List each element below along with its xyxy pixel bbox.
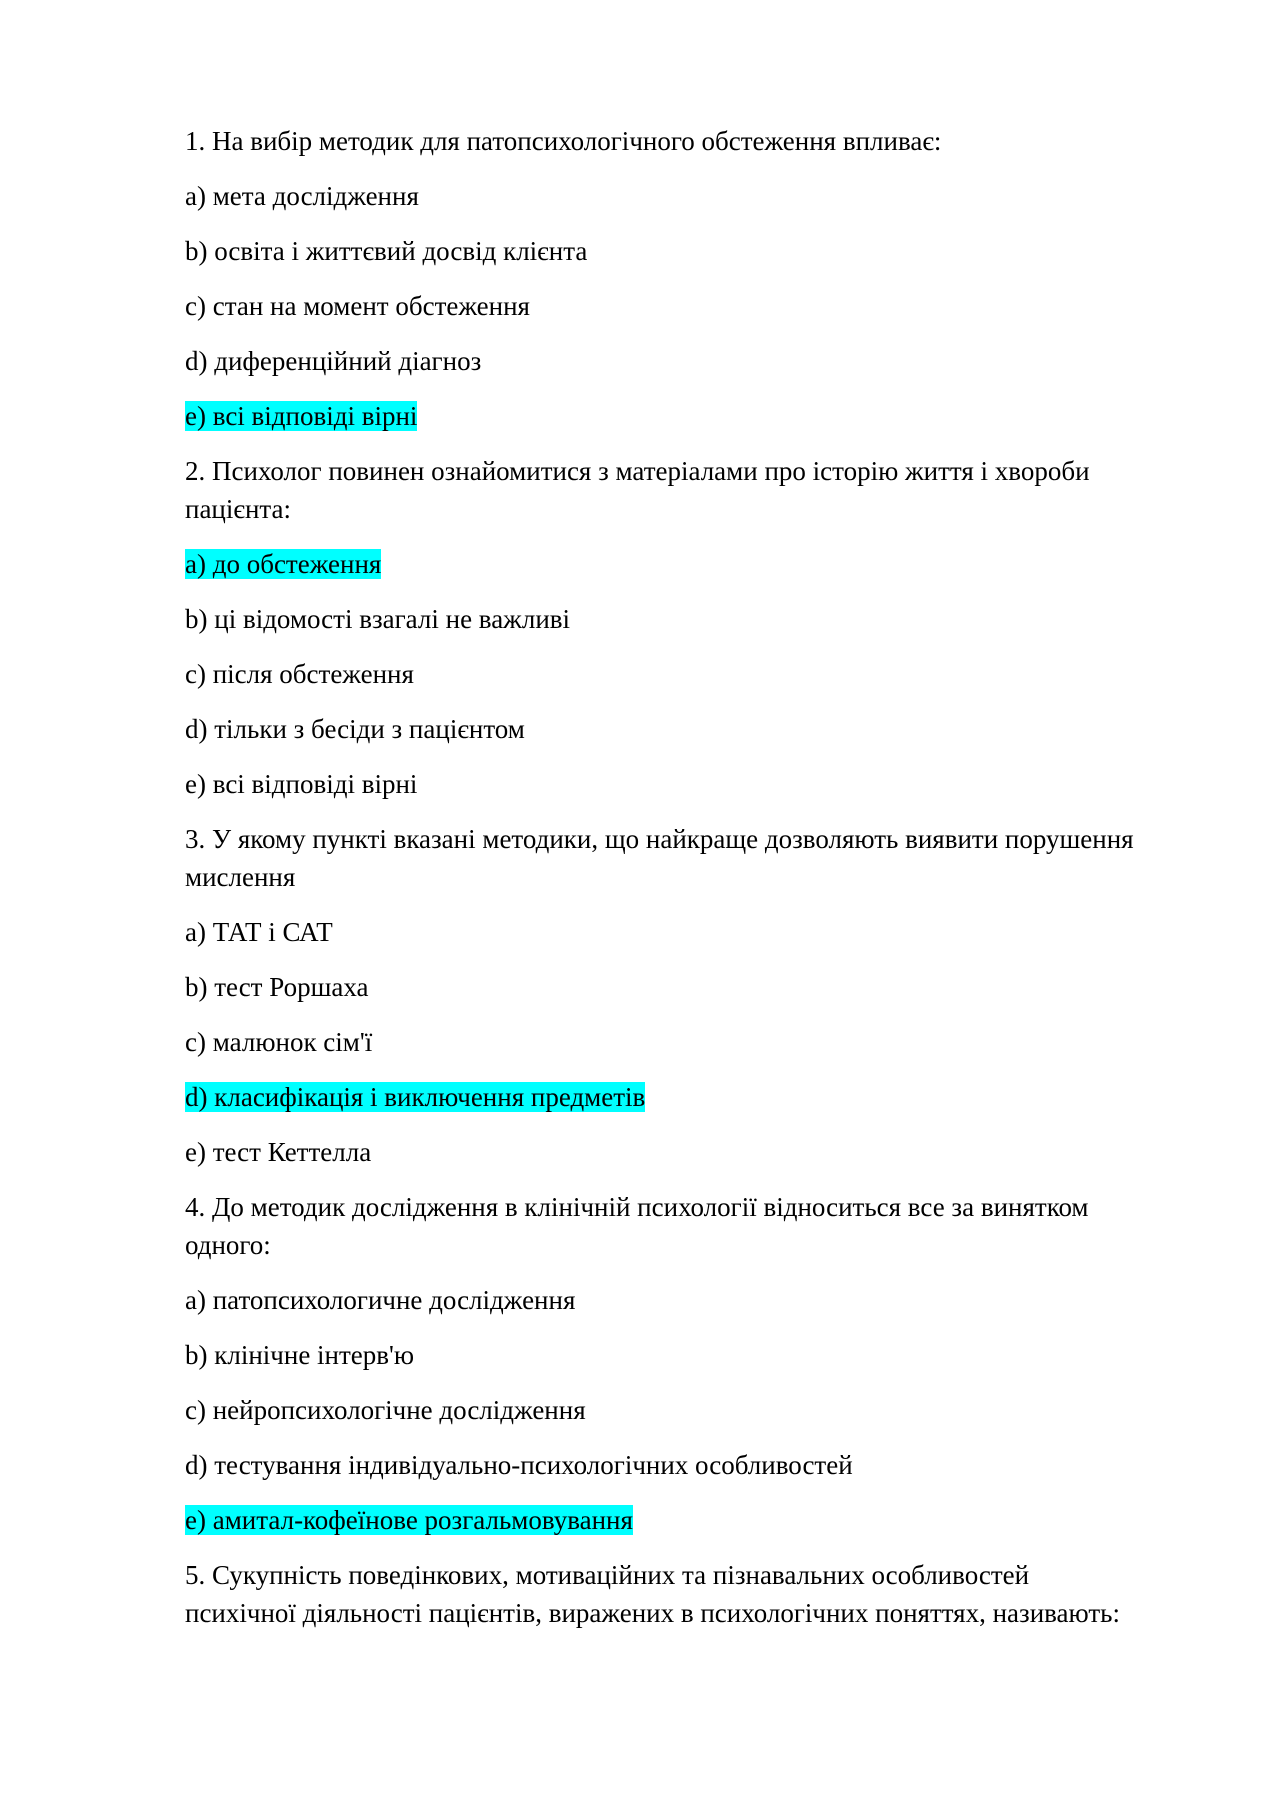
question-5-text: 5. Сукупність поведінкових, мотиваційних та пізнавальних особливостей психічної діяльності пацієнтів, виражених в психологічних поняттях, називають:	[185, 1560, 1120, 1628]
option-text: c) стан на момент обстеження	[185, 291, 530, 321]
option-text: c) нейропсихологічне дослідження	[185, 1395, 586, 1425]
document-page	[185, 122, 1145, 1649]
option-text: e) тест Кеттелла	[185, 1137, 372, 1167]
question-4-text: 4. До методик дослідження в клінічній психології відноситься все за винятком одного:	[185, 1192, 1089, 1260]
highlighted-answer: e) амитал-кофеїнове розгальмовування	[185, 1505, 633, 1535]
question-4-option-c	[185, 1391, 1145, 1429]
option-text: b) освіта і життєвий досвід клієнта	[185, 236, 588, 266]
question-4-option-e	[185, 1501, 1145, 1539]
question-2-text: 2. Психолог повинен ознайомитися з матеріалами про історію життя і хвороби пацієнта:	[185, 456, 1090, 524]
question-4-option-d	[185, 1446, 1145, 1484]
highlighted-answer: d) класифікація і виключення предметів	[185, 1082, 646, 1112]
option-text: e) всі відповіді вірні	[185, 769, 418, 799]
question-3-option-d	[185, 1078, 1145, 1116]
question-1-option-a	[185, 177, 1145, 215]
option-text: a) мета дослідження	[185, 181, 419, 211]
question-3-option-a	[185, 913, 1145, 951]
option-text: c) після обстеження	[185, 659, 414, 689]
option-text: d) тестування індивідуально-психологічних особливостей	[185, 1450, 853, 1480]
option-text: b) клінічне інтерв'ю	[185, 1340, 415, 1370]
question-2-option-e	[185, 765, 1145, 803]
question-1-text: 1. На вибір методик для патопсихологічного обстеження впливає:	[185, 126, 942, 156]
question-4-option-b	[185, 1336, 1145, 1374]
question-2-option-b	[185, 600, 1145, 638]
question-1-option-c	[185, 287, 1145, 325]
question-3-option-e	[185, 1133, 1145, 1171]
question-4-option-a	[185, 1281, 1145, 1319]
question-3-option-b	[185, 968, 1145, 1006]
question-3-option-c	[185, 1023, 1145, 1061]
option-text: c) малюнок сім'ї	[185, 1027, 373, 1057]
question-1-option-b	[185, 232, 1145, 270]
question-1-option-e	[185, 397, 1145, 435]
option-text: a) патопсихологичне дослідження	[185, 1285, 576, 1315]
option-text: a) ТАТ і САТ	[185, 917, 333, 947]
highlighted-answer: a) до обстеження	[185, 549, 382, 579]
option-text: d) тільки з бесіди з пацієнтом	[185, 714, 525, 744]
highlighted-answer: e) всі відповіді вірні	[185, 401, 418, 431]
option-text: d) диференційний діагноз	[185, 346, 482, 376]
question-1-option-d	[185, 342, 1145, 380]
option-text: b) ці відомості взагалі не важливі	[185, 604, 571, 634]
option-text: b) тест Роршаха	[185, 972, 369, 1002]
question-3-text: 3. У якому пункті вказані методики, що найкраще дозволяють виявити порушення мислення	[185, 824, 1134, 892]
question-2-option-d	[185, 710, 1145, 748]
question-2-option-c	[185, 655, 1145, 693]
question-2-option-a	[185, 545, 1145, 583]
